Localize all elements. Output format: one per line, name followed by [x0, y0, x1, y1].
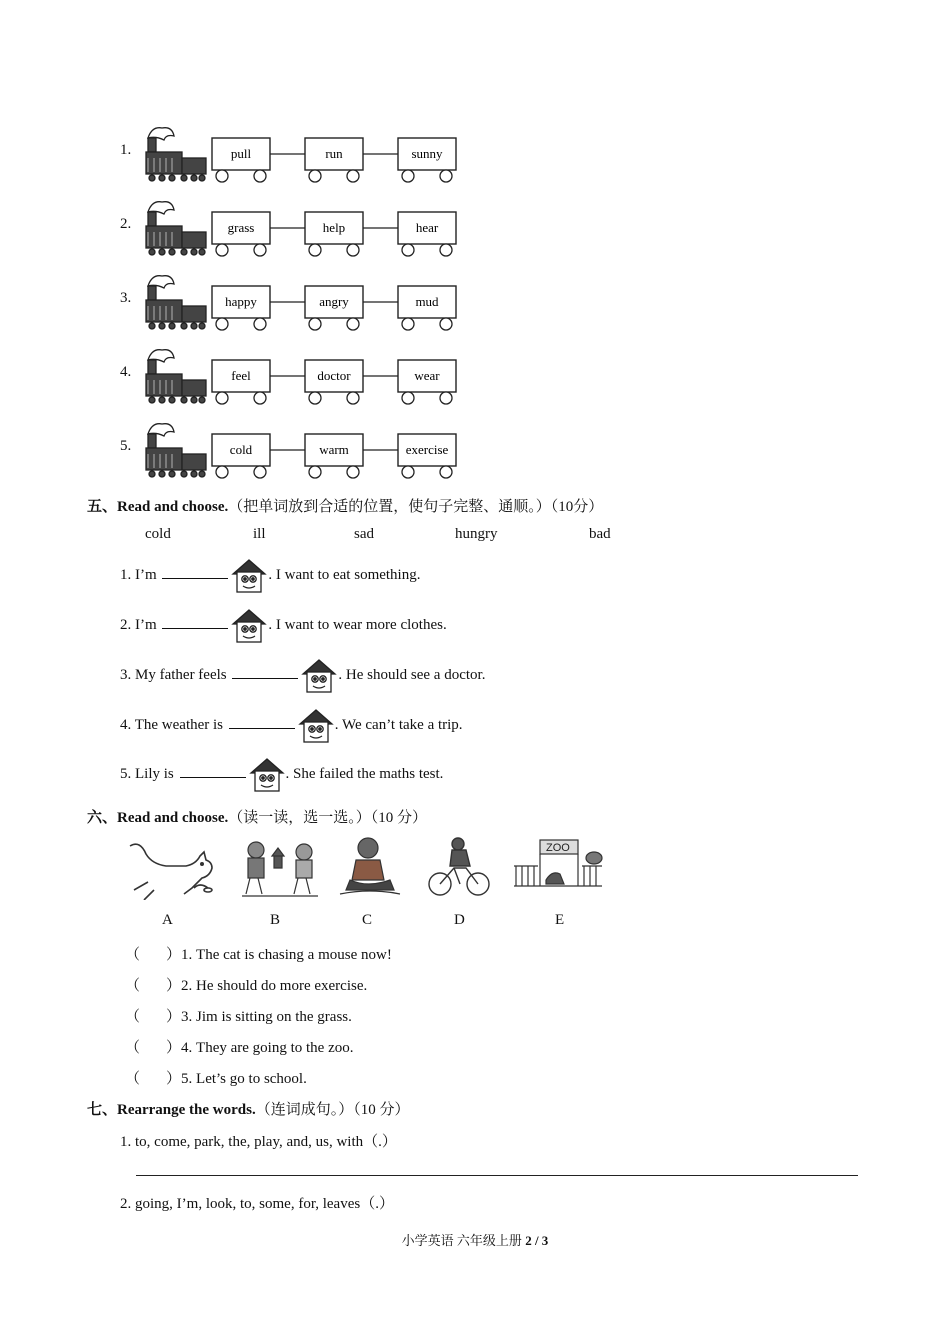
answer-paren-close[interactable]: ） — [166, 1009, 182, 1025]
train-car-word: feel — [231, 368, 251, 383]
choice-item-text: 3. Jim is sitting on the grass. — [181, 1009, 352, 1025]
item-after: . We can’t take a trip. — [334, 717, 463, 733]
train-wheel — [216, 244, 228, 256]
train-wheel — [216, 318, 228, 330]
section-5-title-bold: 五、Read and choose. — [87, 499, 229, 515]
train-car-word: exercise — [405, 442, 449, 457]
train-car-word: help — [322, 220, 346, 235]
section-6-title-rest: （读一读，选一选。）（10 分） — [228, 810, 428, 826]
answer-paren-open[interactable]: （ — [125, 1009, 141, 1025]
children-walking-icon — [238, 836, 322, 900]
train-wheel — [216, 170, 228, 182]
man-cycling-icon — [426, 836, 492, 900]
zoo-gate-icon — [510, 836, 606, 892]
train-wheel — [254, 170, 266, 182]
train-row — [118, 198, 478, 260]
train-icon — [142, 346, 472, 408]
choice-item-text: 2. He should do more exercise. — [181, 978, 368, 994]
train-wheel — [402, 392, 414, 404]
picture-label-e: E — [555, 912, 565, 928]
train-row — [118, 420, 478, 482]
rearrange-item-2: 2. going, I’m, look, to, some, for, leaves（.） — [120, 1196, 394, 1212]
blank-field[interactable] — [180, 763, 246, 778]
fill-in-item — [120, 706, 463, 744]
choice-item — [125, 1005, 352, 1026]
cat-chasing-icon — [124, 838, 216, 900]
picture-label-d: D — [454, 912, 465, 928]
item-before: 3. My father feels — [120, 667, 227, 683]
train-wheel — [216, 466, 228, 478]
answer-paren-open[interactable]: （ — [125, 947, 141, 963]
blank-field[interactable] — [229, 714, 295, 729]
train-wheel — [309, 170, 321, 182]
train-car-word: happy — [225, 294, 257, 309]
train-wheel — [402, 466, 414, 478]
train-icon — [142, 420, 472, 482]
choice-item — [125, 974, 367, 995]
fill-in-item — [120, 755, 443, 793]
section-7-title-bold: 七、Rearrange the words. — [87, 1102, 256, 1118]
item-after: . I want to eat something. — [268, 567, 421, 583]
rearrange-item-1: 1. to, come, park, the, play, and, us, with（.） — [120, 1134, 397, 1150]
answer-paren-close[interactable]: ） — [166, 947, 182, 963]
boy-sitting-icon — [338, 834, 402, 900]
train-car-word: cold — [229, 442, 253, 457]
item-after: . I want to wear more clothes. — [268, 617, 447, 633]
choice-item-text: 5. Let’s go to school. — [181, 1071, 307, 1087]
answer-paren-open[interactable]: （ — [125, 1071, 141, 1087]
train-wheel — [440, 170, 452, 182]
train-wheel — [347, 392, 359, 404]
footer-text: 小学英语 六年级上册 — [401, 1233, 522, 1248]
train-car-word: mud — [415, 294, 439, 309]
choice-item — [125, 943, 392, 964]
fill-in-item — [120, 606, 447, 644]
train-wheel — [309, 466, 321, 478]
section-6-title-bold: 六、Read and choose. — [87, 810, 229, 826]
blank-field[interactable] — [162, 564, 228, 579]
section-7-title — [87, 1098, 410, 1119]
word-bank — [145, 526, 665, 546]
train-wheel — [309, 392, 321, 404]
train-row — [118, 124, 478, 186]
word-bank-item: ill — [253, 526, 266, 542]
train-car-word: sunny — [411, 146, 443, 161]
item-before: 5. Lily is — [120, 766, 174, 782]
train-car-word: hear — [415, 220, 439, 235]
train-wheel — [402, 318, 414, 330]
section-5-title — [87, 495, 603, 516]
train-icon — [142, 272, 472, 334]
train-wheel — [309, 318, 321, 330]
answer-paren-open[interactable]: （ — [125, 978, 141, 994]
train-car-word: run — [325, 146, 343, 161]
house-face-icon — [230, 557, 268, 595]
answer-line[interactable] — [136, 1175, 858, 1176]
house-face-icon — [230, 607, 268, 645]
train-number: 3. — [120, 290, 132, 306]
train-row — [118, 272, 478, 334]
train-icon — [142, 198, 472, 260]
item-before: 2. I’m — [120, 617, 157, 633]
word-bank-item: hungry — [455, 526, 498, 542]
train-wheel — [254, 318, 266, 330]
item-before: 4. The weather is — [120, 717, 224, 733]
train-number: 5. — [120, 438, 132, 454]
train-wheel — [254, 466, 266, 478]
train-number: 1. — [120, 142, 132, 158]
train-car-word: grass — [227, 220, 255, 235]
blank-field[interactable] — [162, 614, 228, 629]
page-footer — [0, 1230, 950, 1249]
answer-paren-close[interactable]: ） — [166, 1040, 182, 1056]
train-wheel — [440, 244, 452, 256]
train-wheel — [347, 244, 359, 256]
choice-item-text: 4. They are going to the zoo. — [181, 1040, 354, 1056]
blank-field[interactable] — [232, 664, 298, 679]
word-bank-item: bad — [589, 526, 611, 542]
item-before: 1. I’m — [120, 567, 157, 583]
choice-item — [125, 1036, 353, 1057]
train-wheel — [402, 170, 414, 182]
choice-item — [125, 1067, 307, 1088]
answer-paren-open[interactable]: （ — [125, 1040, 141, 1056]
train-wheel — [440, 318, 452, 330]
choice-item-text: 1. The cat is chasing a mouse now! — [181, 947, 392, 963]
picture-label-b: B — [270, 912, 281, 928]
train-car-word: wear — [414, 368, 440, 383]
train-car-word: doctor — [317, 368, 351, 383]
train-wheel — [254, 244, 266, 256]
page-number: 2 / 3 — [525, 1233, 549, 1248]
answer-paren-close[interactable]: ） — [166, 978, 182, 994]
train-wheel — [254, 392, 266, 404]
train-number: 2. — [120, 216, 132, 232]
house-face-icon — [297, 707, 335, 745]
train-car-word: angry — [319, 294, 349, 309]
train-wheel — [347, 466, 359, 478]
fill-in-item — [120, 656, 485, 694]
section-7-title-rest: （连词成句。）（10 分） — [255, 1102, 410, 1118]
train-wheel — [440, 466, 452, 478]
train-number: 4. — [120, 364, 132, 380]
train-car-word: pull — [230, 146, 252, 161]
train-wheel — [347, 318, 359, 330]
train-car-word: warm — [319, 442, 349, 457]
train-wheel — [347, 170, 359, 182]
item-after: . She failed the maths test. — [285, 766, 444, 782]
train-icon — [142, 124, 472, 186]
fill-in-item — [120, 556, 420, 594]
answer-paren-close[interactable]: ） — [166, 1071, 182, 1087]
house-face-icon — [300, 657, 338, 695]
word-bank-item: sad — [354, 526, 374, 542]
train-wheel — [440, 392, 452, 404]
train-wheel — [402, 244, 414, 256]
word-bank-item: cold — [145, 526, 171, 542]
item-after: . He should see a doctor. — [338, 667, 486, 683]
picture-label-c: C — [362, 912, 373, 928]
train-wheel — [309, 244, 321, 256]
house-face-icon — [248, 756, 286, 794]
zoo-sign: ZOO — [546, 842, 570, 854]
section-6-title — [87, 806, 427, 827]
picture-label-a: A — [162, 912, 173, 928]
section-5-title-rest: （把单词放到合适的位置，使句子完整、通顺。）（10分） — [228, 499, 604, 515]
train-row — [118, 346, 478, 408]
train-wheel — [216, 392, 228, 404]
